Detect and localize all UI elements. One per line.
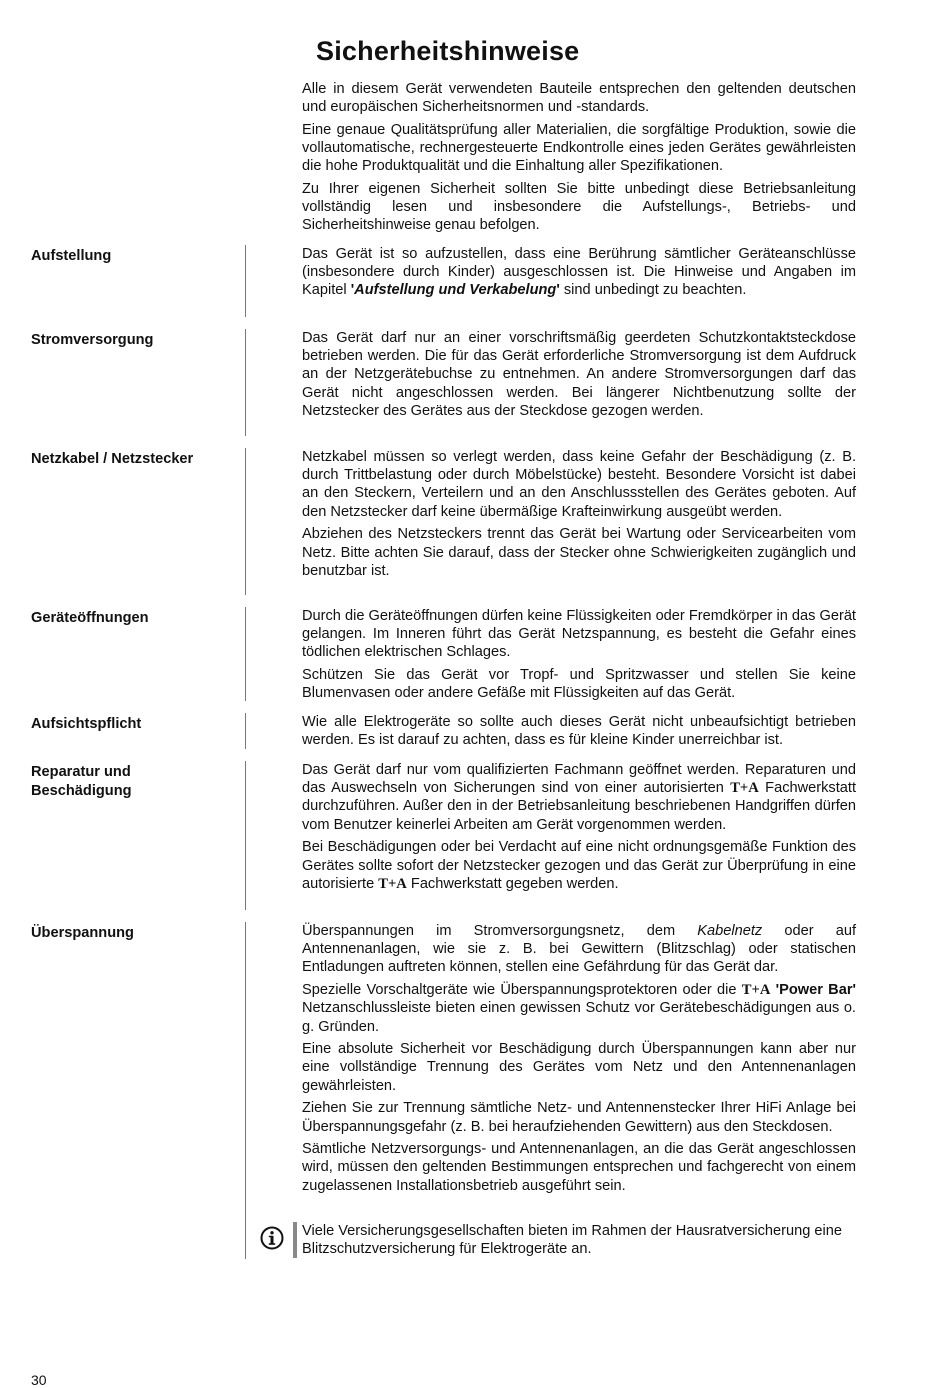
section-label: Aufstellung [31, 248, 112, 264]
section-aufstellung [0, 245, 950, 317]
note-text: Viele Versicherungsgesellschaften bieten im Rahmen der Hausratversicherung eine Blitzschutzversicherung für Elektrogeräte an. [302, 1223, 843, 1258]
section-ueberspannung [0, 922, 950, 1259]
section-paragraph: Abziehen des Netzsteckers trennt das Gerät bei Wartung oder Servicearbeiten vom Netz. Bitte achten Sie darauf, dass der Stecker ohne Schwierigkeiten zugänglich und benutzbar ist. [302, 526, 856, 579]
section-paragraph: Wie alle Elektrogeräte so sollte auch dieses Gerät nicht unbeaufsichtigt betrieben werden. Es ist darauf zu achten, dass es für kleine Kinder unerreichbar ist. [302, 714, 856, 749]
info-note [0, 1222, 950, 1262]
page-title: Sicherheitshinweise [316, 36, 580, 66]
page-number: 30 [31, 1372, 47, 1388]
brand-logo: T+A [741, 982, 771, 999]
brand-logo: T+A [378, 875, 407, 892]
section-paragraph: Netzkabel müssen so verlegt werden, dass keine Gefahr der Beschädigung (z. B. durch Trittbelastung oder durch Möbelstücke) besteht. Besondere Vorsicht ist dabei an den Steckern, Verteilern und an den Anschlussstellen des Gerätes geboten. Auf den Netzstecker darf keine übermäßige Krafteinwirkung ausgeübt werden. [302, 449, 856, 520]
intro-block [302, 80, 856, 239]
section-label: Reparatur und Beschädigung [31, 764, 132, 799]
section-paragraph: Durch die Geräteöffnungen dürfen keine Flüssigkeiten oder Fremdkörper in das Gerät gelangen. Im Inneren führt das Gerät Netzspannung, es besteht die Gefahr eines tödlichen elektrischen Schlages. [302, 608, 856, 661]
section-label: Überspannung [31, 925, 134, 941]
section-paragraph: Schützen Sie das Gerät vor Tropf- und Spritzwasser und stellen Sie keine Blumenvasen oder andere Gefäße mit Flüssigkeiten auf das Gerät. [302, 667, 856, 702]
section-paragraph: Das Gerät ist so aufzustellen, dass eine Berührung sämtlicher Geräteanschlüsse (insbesondere durch Kinder) ausgeschlossen ist. Die Hinweise und Angaben im Kapitel 'Aufstellung und Verkabelung' sind unbedingt zu beachten. [302, 246, 856, 299]
section-divider [245, 448, 246, 595]
intro-paragraph: Eine genaue Qualitätsprüfung aller Materialien, die sorgfältige Produktion, sowie die vollautomatische, rechnergesteuerte Endkontrolle eines jeden Gerätes gewährleisten die hohe Produktqualität und die Einhaltung aller Spezifikationen. [302, 121, 856, 175]
section-paragraph: Das Gerät darf nur vom qualifizierten Fachmann geöffnet werden. Reparaturen und das Auswechseln von Sicherungen sind von einer autorisierten T+A Fachwerkstatt durchzuführen. Außer den in der Betriebsanleitung beschriebenen Handgriffen dürfen vom Benutzer keinerlei Arbeiten am Gerät vorgenommen werden. [302, 762, 856, 833]
section-divider [245, 761, 246, 910]
section-paragraph: Spezielle Vorschaltgeräte wie Überspannungsprotektoren oder die T+A 'Power Bar' Netzanschlussleiste bieten einen gewissen Schutz vor Gerätebeschädigungen aus o. g. Gründen. [302, 982, 856, 1035]
note-bar [293, 1222, 297, 1258]
section-paragraph: Das Gerät darf nur an einer vorschriftsmäßig geerdeten Schutzkontaktsteckdose betrieben werden. Die für das Gerät erforderliche Stromversorgung ist dem Aufdruck an der Netzgerätebuchse zu entnehmen. An andere Stromversorgungen darf das Gerät nicht angeschlossen werden. Bei längerer Nichtbenutzung sollte der Netzstecker des Gerätes aus der Steckdose gezogen werden. [302, 330, 856, 419]
section-divider [245, 245, 246, 317]
section-stromversorgung [0, 329, 950, 436]
section-paragraph: Ziehen Sie zur Trennung sämtliche Netz- und Antennenstecker Ihrer HiFi Anlage bei Überspannungsgefahr (z. B. bei heraufziehenden Gewittern) aus den Steckdosen. [302, 1100, 856, 1135]
section-divider [245, 713, 246, 749]
section-divider [245, 607, 246, 701]
section-label: Netzkabel / Netzstecker [31, 451, 194, 467]
intro-paragraph: Zu Ihrer eigenen Sicherheit sollten Sie bitte unbedingt diese Betriebsanleitung vollständig lesen und insbesondere die Aufstellungs-, Betriebs- und Sicherheitshinweise genau befolgen. [302, 181, 856, 234]
section-paragraph: Überspannungen im Stromversorgungsnetz, dem Kabelnetz oder auf Antennenanlagen, wie sie z. B. bei Gewittern (Blitzschlag) oder statischen Entladungen auftreten können, stellen eine Gefährdung für das Gerät dar. [302, 923, 856, 976]
section-label: Stromversorgung [31, 332, 154, 348]
section-reparatur [0, 761, 950, 910]
section-paragraph: Bei Beschädigungen oder bei Verdacht auf eine nicht ordnungsgemäße Funktion des Gerätes sollte sofort der Netzstecker gezogen und das Gerät zur Überprüfung in eine autorisierte T+A Fachwerkstatt gegeben werden. [302, 839, 856, 892]
intro-paragraph: Alle in diesem Gerät verwendeten Bauteile entsprechen den geltenden deutschen und europäischen Sicherheitsnormen und -standards. [302, 81, 856, 116]
section-paragraph: Sämtliche Netzversorgungs- und Antennenanlagen, an die das Gerät angeschlossen wird, müssen den geltenden Bestimmungen entsprechen und fachgerecht von einem zugelassenen Installationsbetrieb ausgeführt sein. [302, 1141, 856, 1194]
product-name: 'Power Bar' [775, 982, 856, 999]
section-label: Aufsichtspflicht [31, 716, 142, 732]
section-label: Geräteöffnungen [31, 610, 149, 626]
section-netzkabel [0, 448, 950, 595]
chapter-reference: Aufstellung und Verkabelung [354, 282, 557, 299]
section-divider [245, 329, 246, 436]
info-icon [260, 1226, 284, 1250]
brand-logo: T+A [730, 780, 759, 797]
section-geraeteoeffnungen [0, 607, 950, 701]
section-aufsichtspflicht [0, 713, 950, 749]
section-divider [245, 922, 246, 1259]
section-paragraph: Eine absolute Sicherheit vor Beschädigung durch Überspannungen kann aber nur eine vollständige Trennung des Gerätes vom Netz und den Antennenanlagen gewährleisten. [302, 1041, 856, 1094]
